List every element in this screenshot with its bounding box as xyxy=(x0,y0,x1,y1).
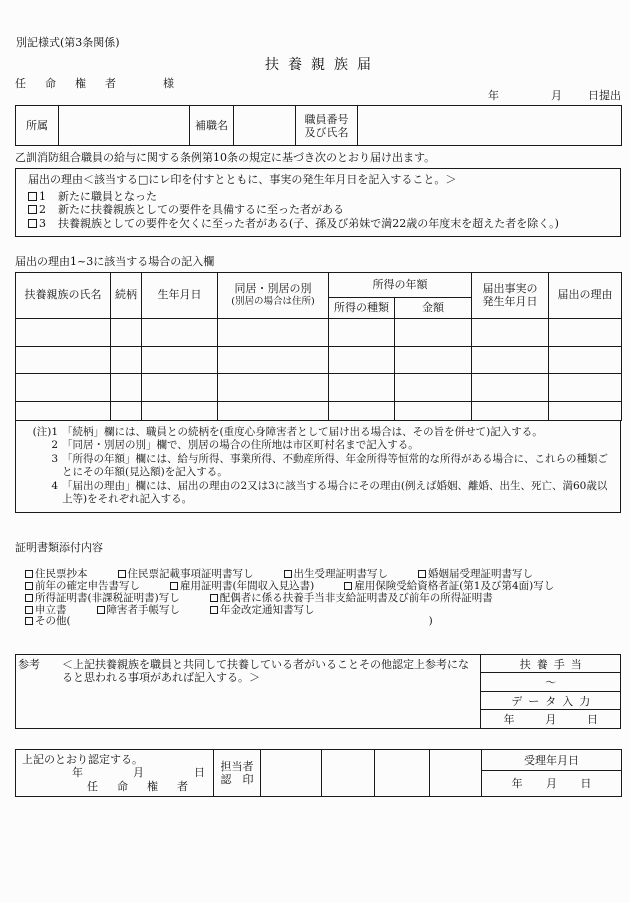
cell-name[interactable] xyxy=(16,374,111,402)
checkbox-icon[interactable] xyxy=(284,570,292,578)
checkbox-icon[interactable] xyxy=(344,582,352,590)
cell-living[interactable] xyxy=(218,347,329,374)
col-header-reason: 届出の理由 xyxy=(549,273,622,319)
table-row xyxy=(16,347,622,374)
col-header-birth: 生年月日 xyxy=(142,273,218,319)
reason-text: 新たに扶養親族としての要件を具備するに至った者がある xyxy=(58,203,344,216)
receipt-cell xyxy=(482,749,622,796)
day-label: 日 xyxy=(587,713,598,727)
reason-number: 1 xyxy=(39,189,46,203)
table-row xyxy=(16,374,622,402)
allowance-column xyxy=(480,655,620,728)
affiliation-label: 所属 xyxy=(16,106,59,146)
checkbox-icon[interactable] xyxy=(97,606,105,614)
note-item xyxy=(18,426,614,439)
attachment-label: 年金改定通知書写し xyxy=(220,603,315,616)
cell-amount[interactable] xyxy=(395,374,472,402)
note-item xyxy=(18,439,614,452)
table-row xyxy=(16,319,622,347)
col-header-fact-date xyxy=(472,273,549,319)
cell-amount[interactable] xyxy=(395,319,472,347)
checkbox-icon[interactable] xyxy=(418,570,426,578)
note-number: 4 xyxy=(51,479,58,492)
year-label: 年 xyxy=(72,766,83,780)
reason-heading: 届出の理由＜該当する□にレ印を付すとともに、事実の発生年月日を記入すること。＞ xyxy=(28,173,457,186)
checkbox-icon[interactable] xyxy=(28,219,37,228)
cell-name[interactable] xyxy=(16,402,111,421)
cell-income-type[interactable] xyxy=(329,319,395,347)
year-label: 年 xyxy=(503,713,515,727)
attachment-label: 前年の確定申告書写し xyxy=(35,580,140,593)
cell-fact-date[interactable] xyxy=(472,402,549,421)
living-label: 同居・別居の別 xyxy=(234,282,312,295)
checkbox-icon[interactable] xyxy=(25,594,33,602)
reason-item-1 xyxy=(28,190,612,204)
data-entry-label: データ入力 xyxy=(481,691,620,710)
employee-name-label: 及び氏名 xyxy=(304,125,349,139)
note-item xyxy=(18,480,614,507)
cell-fact-date[interactable] xyxy=(472,374,549,402)
attachment-label: 住民票記載事項証明書写し xyxy=(127,568,254,581)
cell-living[interactable] xyxy=(218,374,329,402)
month-label: 月 xyxy=(545,777,557,791)
reason-number: 3 xyxy=(39,216,46,230)
checkbox-icon[interactable] xyxy=(210,594,218,602)
affiliation-field[interactable] xyxy=(59,106,190,146)
position-field[interactable] xyxy=(234,106,296,146)
checkbox-icon[interactable] xyxy=(28,192,37,201)
addressee: 任命権者 xyxy=(15,77,135,90)
employee-number-name-field[interactable] xyxy=(358,106,622,146)
day-label: 日 xyxy=(194,766,205,780)
approval-statement-cell xyxy=(16,749,214,796)
cell-name[interactable] xyxy=(16,347,111,374)
reason-text: 新たに職員となった xyxy=(58,189,157,203)
employee-number-name-label xyxy=(296,106,358,146)
cell-relation[interactable] xyxy=(111,319,142,347)
submit-day-label: 日提出 xyxy=(588,89,621,102)
attachment-label: 配偶者に係る扶養手当非支給証明書及び前年の所得証明書 xyxy=(219,591,493,604)
checkbox-icon[interactable] xyxy=(25,617,33,625)
allowance-tilde: ～ xyxy=(481,672,620,691)
receipt-date[interactable] xyxy=(482,771,621,796)
stamp-cell[interactable] xyxy=(322,749,375,796)
note-number: 2 xyxy=(51,439,58,452)
reason-item-2 xyxy=(28,203,612,217)
declaration-sentence: 乙訓消防組合職員の給与に関する条例第10条の規定に基づき次のとおり届け出ます。 xyxy=(15,151,436,164)
receipt-date-label: 受理年月日 xyxy=(482,750,621,771)
month-label: 月 xyxy=(133,766,144,780)
reason-text: 扶養親族としての要件を欠くに至った者がある(子、孫及び弟妹で満22歳の年度末を超えた者を除く。) xyxy=(58,216,559,230)
col-header-relation: 続柄 xyxy=(111,273,142,319)
staff-seal-label xyxy=(214,749,261,796)
attachment-label: 雇用保険受給資格者証(第1及び第4面)写し xyxy=(354,580,555,593)
attachment-line-other xyxy=(25,616,621,628)
cell-reason[interactable] xyxy=(549,402,622,421)
staff-label: 担当者 xyxy=(220,759,254,773)
note-text: 「届出の理由」欄には、届出の理由の2又は3に該当する場合にその理由(例えば婚姻、離婚、出生、死亡、満60歳以上等)をそれぞれ記入する。 xyxy=(62,479,608,506)
attachment-option xyxy=(210,605,315,617)
checkbox-icon[interactable] xyxy=(25,582,33,590)
cell-fact-date[interactable] xyxy=(472,319,549,347)
checkbox-icon[interactable] xyxy=(28,205,37,214)
fact-date-label-2: 発生年月日 xyxy=(482,294,538,308)
attachments-list xyxy=(25,569,621,628)
col-header-income-group: 所得の年額 xyxy=(329,273,472,298)
note-number: (注)1 xyxy=(32,426,58,438)
col-header-name: 扶養親族の氏名 xyxy=(16,273,111,319)
table-row xyxy=(16,402,622,421)
month-label: 月 xyxy=(545,713,557,727)
position-label: 補職名 xyxy=(190,106,234,146)
cell-reason[interactable] xyxy=(549,347,622,374)
cell-income-type[interactable] xyxy=(329,374,395,402)
attachment-line xyxy=(25,605,621,617)
fact-date-label-1: 届出事実の xyxy=(482,282,538,295)
reason-number: 2 xyxy=(39,203,46,216)
living-sublabel: (別居の場合は住所) xyxy=(231,295,315,307)
cell-birth[interactable] xyxy=(142,319,218,347)
cell-income-type[interactable] xyxy=(329,347,395,374)
note-text: 「同居・別居の別」欄で、別居の場合の住所地は市区町村名まで記入する。 xyxy=(62,439,419,452)
reason-box xyxy=(15,168,621,237)
note-text: 「所得の年額」欄には、給与所得、事業所得、不動産所得、年金所得等恒常的な所得がある場合に、これらの種類ごとにその年額(見込額)を記入する。 xyxy=(62,452,608,479)
approval-date[interactable] xyxy=(22,766,209,780)
col-header-income-type: 所得の種類 xyxy=(329,298,395,319)
attachment-label: 申立書 xyxy=(35,603,67,616)
attachment-label: 婚姻届受理証明書写し xyxy=(428,568,533,581)
honorific: 様 xyxy=(163,77,174,90)
attachment-label: 所得証明書(非課税証明書)写し xyxy=(35,591,180,604)
dependent-entry-table xyxy=(15,272,622,421)
checkbox-icon[interactable] xyxy=(170,582,178,590)
reference-note-area[interactable] xyxy=(16,655,480,728)
employee-number-label: 職員番号 xyxy=(304,112,349,126)
reason-item-3 xyxy=(28,217,612,231)
employee-info-table xyxy=(15,105,622,146)
approval-table xyxy=(15,749,622,797)
note-item xyxy=(18,453,614,480)
attachment-label: その他( xyxy=(35,615,71,628)
page-title: 扶養親族届 xyxy=(265,57,380,73)
entry-table-caption: 届出の理由1~3に該当する場合の記入欄 xyxy=(15,255,215,268)
close-paren: ) xyxy=(428,615,433,628)
cell-name[interactable] xyxy=(16,319,111,347)
cell-living[interactable] xyxy=(218,402,329,421)
attachment-label: 出生受理証明書写し xyxy=(293,568,388,581)
cell-birth[interactable] xyxy=(142,402,218,421)
attachment-option xyxy=(97,605,181,617)
cell-birth[interactable] xyxy=(142,374,218,402)
year-label: 年 xyxy=(511,777,523,791)
checkbox-icon[interactable] xyxy=(210,606,218,614)
cell-relation[interactable] xyxy=(111,374,142,402)
attachment-option-other xyxy=(25,616,433,628)
col-header-living xyxy=(218,273,329,319)
attachment-label: 住民票抄本 xyxy=(35,568,88,581)
submit-month-label: 月 xyxy=(551,89,562,102)
reference-box xyxy=(15,654,621,729)
attachment-label: 雇用証明書(年間収入見込書) xyxy=(180,580,315,593)
notes-box xyxy=(15,420,621,513)
cell-relation[interactable] xyxy=(111,402,142,421)
cell-fact-date[interactable] xyxy=(472,347,549,374)
allowance-label: 扶養手当 xyxy=(519,657,588,671)
col-header-amount: 金額 xyxy=(395,298,472,319)
seal-label: 認 印 xyxy=(220,772,254,786)
cell-income-type[interactable] xyxy=(329,402,395,421)
data-entry-date[interactable] xyxy=(481,709,620,728)
day-label: 日 xyxy=(580,777,592,791)
reference-text: ＜上記扶養親族を職員と共同して扶養している者がいることその他認定上参考になると思われる事項があれば記入する。＞ xyxy=(62,657,469,684)
approval-statement: 上記のとおり認定する。 xyxy=(22,752,143,766)
cell-living[interactable] xyxy=(218,319,329,347)
checkbox-icon[interactable] xyxy=(25,606,33,614)
cell-amount[interactable] xyxy=(395,347,472,374)
checkbox-icon[interactable] xyxy=(25,570,33,578)
cell-reason[interactable] xyxy=(549,374,622,402)
stamp-cell[interactable] xyxy=(375,749,430,796)
cell-amount[interactable] xyxy=(395,402,472,421)
stamp-cell[interactable] xyxy=(430,749,482,796)
attachment-label: 障害者手帳写し xyxy=(106,603,180,616)
cell-reason[interactable] xyxy=(549,319,622,347)
note-text: 「続柄」欄には、職員との続柄を(重度心身障害者として届け出る場合は、その旨を併せて)記入する。 xyxy=(62,426,543,438)
note-number: 3 xyxy=(51,452,58,465)
form-code: 別記様式(第3条関係) xyxy=(16,36,120,49)
cell-birth[interactable] xyxy=(142,347,218,374)
checkbox-icon[interactable] xyxy=(118,570,126,578)
cell-relation[interactable] xyxy=(111,347,142,374)
attachments-heading: 証明書類添付内容 xyxy=(15,541,103,555)
submit-year-label: 年 xyxy=(488,89,499,102)
stamp-cell[interactable] xyxy=(261,749,322,796)
appointing-authority-label: 任命権者 xyxy=(87,779,207,793)
reference-label: 参考 xyxy=(18,657,40,671)
